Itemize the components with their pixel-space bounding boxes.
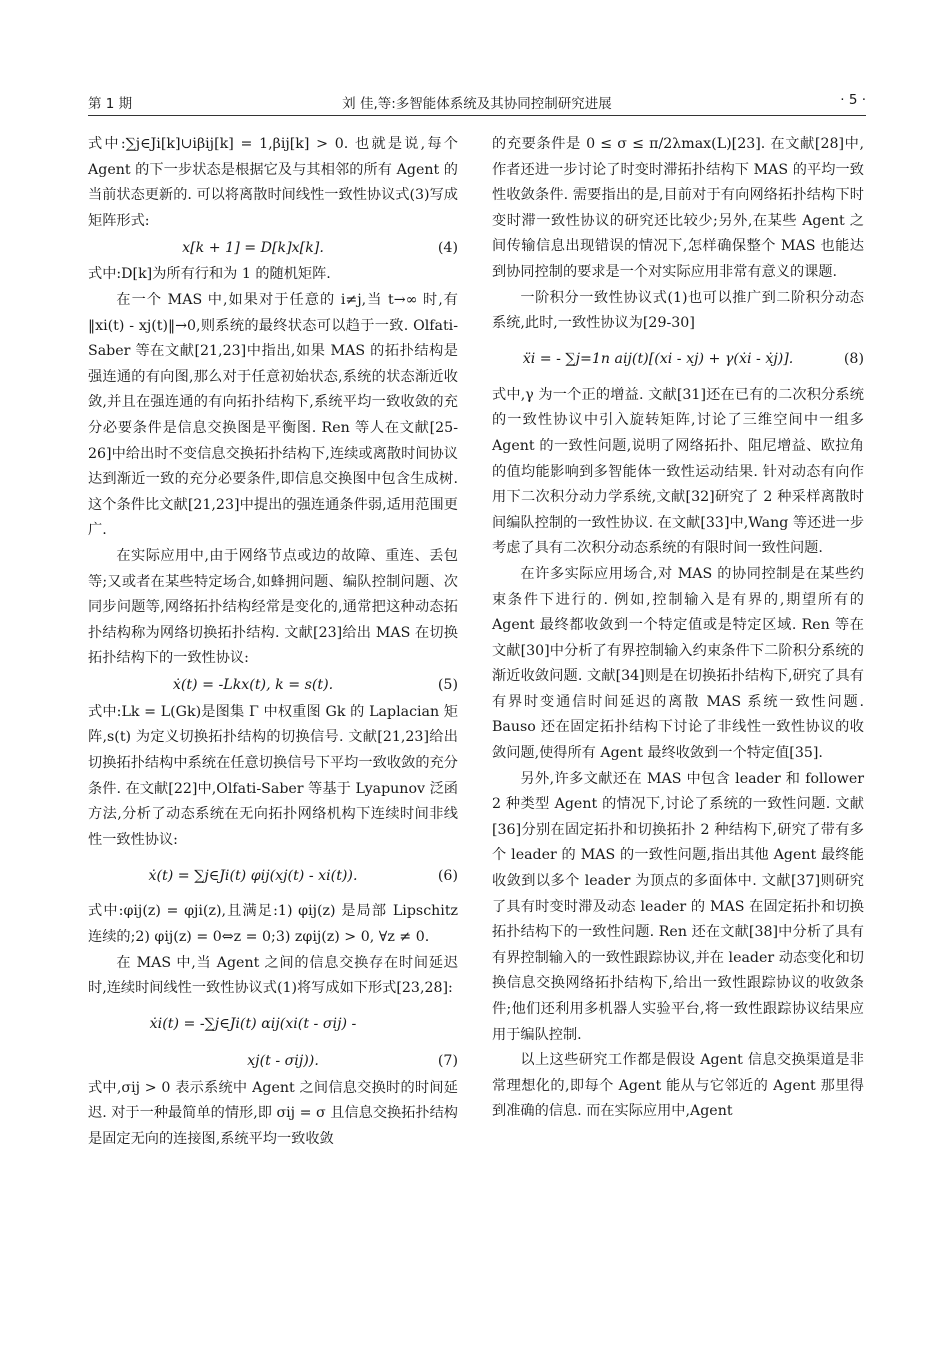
equation: [88, 1048, 458, 1076]
equation-number: (6): [437, 867, 458, 884]
equation-number: (7): [437, 1053, 458, 1070]
paragraph: 式中:∑j∈Ji[k]∪iβij[k] = 1,βij[k] > 0. 也就是说,每个 Agent 的下一步状态是根据它及与其相邻的所有 Agent 的当前状态更新的. 可以将离散时间线性一致性协议式(3)写成矩阵形式:: [88, 136, 458, 229]
running-title: 刘 佳,等:多智能体系统及其协同控制研究进展: [342, 96, 612, 112]
paragraph: 另外,许多文献还在 MAS 中包含 leader 和 follower 2 种类型 Agent 的情况下,讨论了系统的一致性问题. 文献[36]分别在固定拓扑和切换拓扑 2 种结构下,研究了带有多个 leader 的 MAS 的一致性问题,指出其他 Agent 最终能收敛到以多个 leader 为顶点的多面体中. 文献[37]则研究了具有时变时滞及动态 leader 的 MAS 在固定拓扑和切换拓扑结构下的一致性问题. Ren 还在文献[38]中分析了具有有界控制输入的一致性跟踪协议,并在 leader 动态变化和切换信息交换网络拓扑结构下,给出一致性跟踪协议的收敛条件;他们还利用多机器人实验平台,将一致性跟踪协议结果应用于编队控制.: [492, 770, 864, 1043]
equation-expression: ẋ(t) = -Lkx(t), k = s(t).: [172, 677, 334, 694]
paragraph: 在实际应用中,由于网络节点或边的故障、重连、丢包等;又或者在某些特定场合,如蜂拥问题、编队控制问题、次同步问题等,网络拓扑结构经常是变化的,通常把这种动态拓扑结构称为网络切换拓扑结构. 文献[23]给出 MAS 在切换拓扑结构下的一致性协议:: [88, 547, 458, 667]
equation-number: (8): [843, 350, 864, 367]
issue-label: 第 1 期: [88, 96, 133, 112]
equation-expression: ẋ(t) = ∑j∈Ji(t) φij(xj(t) - xi(t)).: [148, 867, 358, 884]
equation: [88, 853, 458, 899]
paragraph: 式中,γ 为一个正的增益. 文献[31]还在已有的二次积分系统的一致性协议中引入旋转矩阵,讨论了三维空间中一组多 Agent 的一致性问题,说明了网络拓扑、阻尼增益、欧拉角的值均能影响到多智能体一致性运动结果. 针对动态有向作用下二次积分动力学系统,文献[32]研究了 2 种采样离散时间编队控制的一致性协议. 在文献[33]中,Wang 等还进一步考虑了具有二次积分动态系统的有限时间一致性问题.: [492, 386, 864, 557]
equation: [88, 672, 458, 700]
paragraph: 式中:D[k]为所有行和为 1 的随机矩阵.: [88, 266, 331, 283]
equation: [492, 337, 864, 383]
equation: [88, 1002, 458, 1048]
left-column: [88, 132, 458, 1153]
paragraph: 在 MAS 中,当 Agent 之间的信息交换存在时间延迟时,连续时间线性一致性协议式(1)将写成如下形式[23,28]:: [88, 954, 458, 997]
paragraph: 的充要条件是 0 ≤ σ ≤ π/2λmax(L)[23]. 在文献[28]中,作者还进一步讨论了时变时滞拓扑结构下 MAS 的平均一致性收敛条件. 需要指出的是,目前对于有向网络拓扑结构下时变时滞一致性协议的研究还比较少;另外,在某些 Agent 之间传输信息出现错误的情况下,怎样确保整个 MAS 也能达到协同控制的要求是一个对实际应用非常有意义的课题.: [492, 136, 864, 280]
equation-expression: ẋi(t) = -∑j∈Ji(t) αij(xi(t - σij) -: [149, 1016, 357, 1033]
equation: [88, 234, 458, 262]
paragraph: 式中:Lk = L(Gk)是图集 Γ 中权重图 Gk 的 Laplacian 矩阵,s(t) 为定义切换拓扑结构的切换信号. 文献[21,23]给出切换拓扑结构中系统在任意切换信号下平均一致收敛的充分条件. 在文献[22]中,Olfati-Saber 等基于 Lyapunov 泛函方法,分析了动态系统在无向拓扑网络机构下连续时间非线性一致性协议:: [88, 703, 458, 848]
paragraph: 在许多实际应用场合,对 MAS 的协同控制是在某些约束条件下进行的. 例如,控制输入是有界的,期望所有的 Agent 最终都收敛到一个特定值或是特定区域. Ren 等在文献[30]中分析了有界控制输入约束条件下二阶积分系统的渐近收敛问题. 文献[34]则是在切换拓扑结构下,研究了具有有界时变通信时间延迟的离散 MAS 系统一致性问题. Bauso 还在固定拓扑结构下讨论了非线性一致性协议的收敛问题,使得所有 Agent 最终收敛到一个特定值[35].: [492, 565, 864, 762]
paragraph: 在一个 MAS 中,如果对于任意的 i≠j,当 t→∞ 时,有 ‖xi(t) - xj(t)‖→0,则系统的最终状态可以趋于一致. Olfati-Saber 等在文献[21,23]中指出,如果 MAS 的拓扑结构是强连通的有向图,那么对于任意初始状态,系统的状态渐近收敛,并且在强连通的有向拓扑结构下,系统平均一致收敛的充分必要条件是信息交换图是平衡图. Ren 等人在文献[25-26]中给出时不变信息交换拓扑结构下,连续或离散时间协议达到渐近一致的充分必要条件,即信息交换图中包含生成树. 这个条件比文献[21,23]中提出的强连通条件弱,适用范围更广.: [88, 291, 458, 539]
page-number: · 5 ·: [840, 92, 866, 108]
right-column: [492, 132, 864, 1125]
equation-expression: ẍi = - ∑j=1n aij(t)[(xi - xj) + γ(ẋi - ẋj)].: [522, 350, 794, 367]
equation-expression: x[k + 1] = D[k]x[k].: [182, 239, 324, 256]
equation-number: (5): [437, 677, 458, 694]
header-rule: [88, 115, 866, 116]
paragraph: 式中:φij(z) = φji(z),且满足:1) φij(z) 是局部 Lipschitz 连续的;2) φij(z) = 0⇔z = 0;3) zφij(z) > 0, ∀z ≠ 0.: [88, 903, 458, 946]
paragraph: 一阶积分一致性协议式(1)也可以推广到二阶积分动态系统,此时,一致性协议为[29-30]: [492, 289, 864, 332]
equation-expression: xj(t - σij)).: [247, 1053, 319, 1070]
equation-number: (4): [437, 239, 458, 256]
page-header: [88, 92, 866, 112]
paragraph: 式中,σij > 0 表示系统中 Agent 之间信息交换时的时间延迟. 对于一种最简单的情形,即 σij = σ 且信息交换拓扑结构是固定无向的连接图,系统平均一致收敛: [88, 1079, 458, 1147]
paragraph: 以上这些研究工作都是假设 Agent 信息交换渠道是非常理想化的,即每个 Agent 能从与它邻近的 Agent 那里得到准确的信息. 而在实际应用中,Agent: [492, 1052, 864, 1120]
